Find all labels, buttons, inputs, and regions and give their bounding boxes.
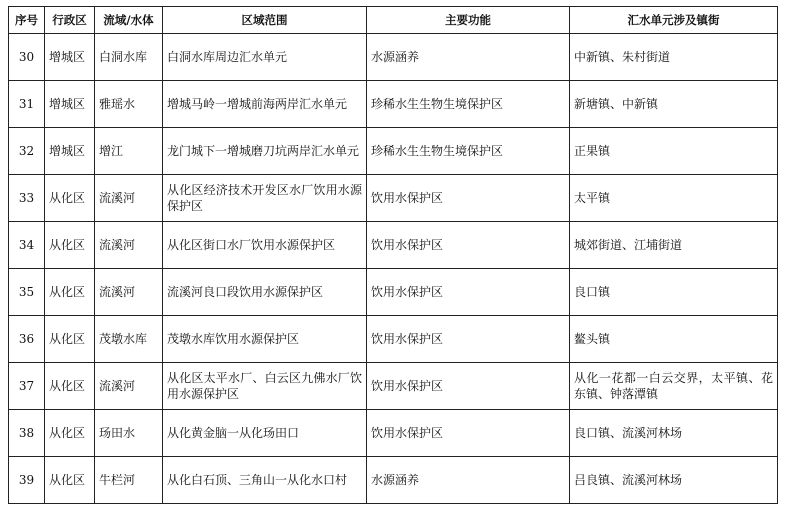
cell-index: 35 — [9, 269, 45, 316]
cell-index: 33 — [9, 175, 45, 222]
header-area-scope: 区域范围 — [163, 7, 367, 34]
cell-index: 34 — [9, 222, 45, 269]
cell-water-body: 流溪河 — [95, 363, 163, 410]
cell-water-body: 增江 — [95, 128, 163, 175]
cell-main-function: 珍稀水生生物生境保护区 — [367, 81, 570, 128]
cell-district: 从化区 — [45, 457, 95, 504]
table-row — [9, 34, 778, 81]
cell-area-scope: 流溪河良口段饮用水源保护区 — [163, 269, 367, 316]
cell-main-function: 水源涵养 — [367, 457, 570, 504]
table-row — [9, 222, 778, 269]
cell-district: 从化区 — [45, 316, 95, 363]
header-district: 行政区 — [45, 7, 95, 34]
cell-water-body: 雅瑶水 — [95, 81, 163, 128]
cell-water-body: 流溪河 — [95, 222, 163, 269]
table-row — [9, 410, 778, 457]
cell-main-function: 饮用水保护区 — [367, 222, 570, 269]
header-main-function: 主要功能 — [367, 7, 570, 34]
cell-water-body: 白洞水库 — [95, 34, 163, 81]
cell-main-function: 饮用水保护区 — [367, 175, 570, 222]
cell-index: 38 — [9, 410, 45, 457]
cell-towns: 新塘镇、中新镇 — [570, 81, 778, 128]
cell-district: 从化区 — [45, 363, 95, 410]
cell-towns: 良口镇 — [570, 269, 778, 316]
cell-index: 39 — [9, 457, 45, 504]
cell-water-body: 茂墩水库 — [95, 316, 163, 363]
cell-area-scope: 从化区太平水厂、白云区九佛水厂饮用水源保护区 — [163, 363, 367, 410]
cell-area-scope: 增城马岭一增城前海两岸汇水单元 — [163, 81, 367, 128]
cell-area-scope: 茂墩水库饮用水源保护区 — [163, 316, 367, 363]
cell-district: 从化区 — [45, 269, 95, 316]
cell-water-body: 玚田水 — [95, 410, 163, 457]
cell-district: 增城区 — [45, 34, 95, 81]
cell-area-scope: 从化区街口水厂饮用水源保护区 — [163, 222, 367, 269]
cell-district: 从化区 — [45, 175, 95, 222]
cell-area-scope: 白洞水库周边汇水单元 — [163, 34, 367, 81]
water-zone-table — [8, 6, 778, 504]
cell-district: 从化区 — [45, 222, 95, 269]
cell-main-function: 饮用水保护区 — [367, 410, 570, 457]
cell-main-function: 饮用水保护区 — [367, 269, 570, 316]
cell-area-scope: 龙门城下一增城磨刀坑两岸汇水单元 — [163, 128, 367, 175]
header-index: 序号 — [9, 7, 45, 34]
cell-area-scope: 从化区经济技术开发区水厂饮用水源保护区 — [163, 175, 367, 222]
table-row — [9, 175, 778, 222]
cell-index: 31 — [9, 81, 45, 128]
cell-district: 从化区 — [45, 410, 95, 457]
header-towns: 汇水单元涉及镇街 — [570, 7, 778, 34]
table-row — [9, 269, 778, 316]
cell-district: 增城区 — [45, 81, 95, 128]
cell-towns: 鳌头镇 — [570, 316, 778, 363]
cell-water-body: 流溪河 — [95, 175, 163, 222]
cell-main-function: 饮用水保护区 — [367, 363, 570, 410]
table-row — [9, 128, 778, 175]
cell-water-body: 牛栏河 — [95, 457, 163, 504]
table-row — [9, 81, 778, 128]
table-header-row — [9, 7, 778, 34]
cell-area-scope: 从化黄金脑一从化玚田口 — [163, 410, 367, 457]
cell-index: 36 — [9, 316, 45, 363]
cell-towns: 中新镇、朱村街道 — [570, 34, 778, 81]
cell-towns: 城郊街道、江埔街道 — [570, 222, 778, 269]
cell-towns: 吕良镇、流溪河林场 — [570, 457, 778, 504]
table-row — [9, 457, 778, 504]
cell-main-function: 饮用水保护区 — [367, 316, 570, 363]
table-row — [9, 316, 778, 363]
cell-index: 30 — [9, 34, 45, 81]
table-row — [9, 363, 778, 410]
cell-main-function: 珍稀水生生物生境保护区 — [367, 128, 570, 175]
cell-index: 37 — [9, 363, 45, 410]
header-water-body: 流域/水体 — [95, 7, 163, 34]
cell-towns: 从化一花都一白云交界，太平镇、花东镇、钟落潭镇 — [570, 363, 778, 410]
cell-area-scope: 从化白石顶、三角山一从化水口村 — [163, 457, 367, 504]
cell-water-body: 流溪河 — [95, 269, 163, 316]
cell-towns: 太平镇 — [570, 175, 778, 222]
cell-district: 增城区 — [45, 128, 95, 175]
cell-towns: 正果镇 — [570, 128, 778, 175]
cell-main-function: 水源涵养 — [367, 34, 570, 81]
cell-index: 32 — [9, 128, 45, 175]
cell-towns: 良口镇、流溪河林场 — [570, 410, 778, 457]
